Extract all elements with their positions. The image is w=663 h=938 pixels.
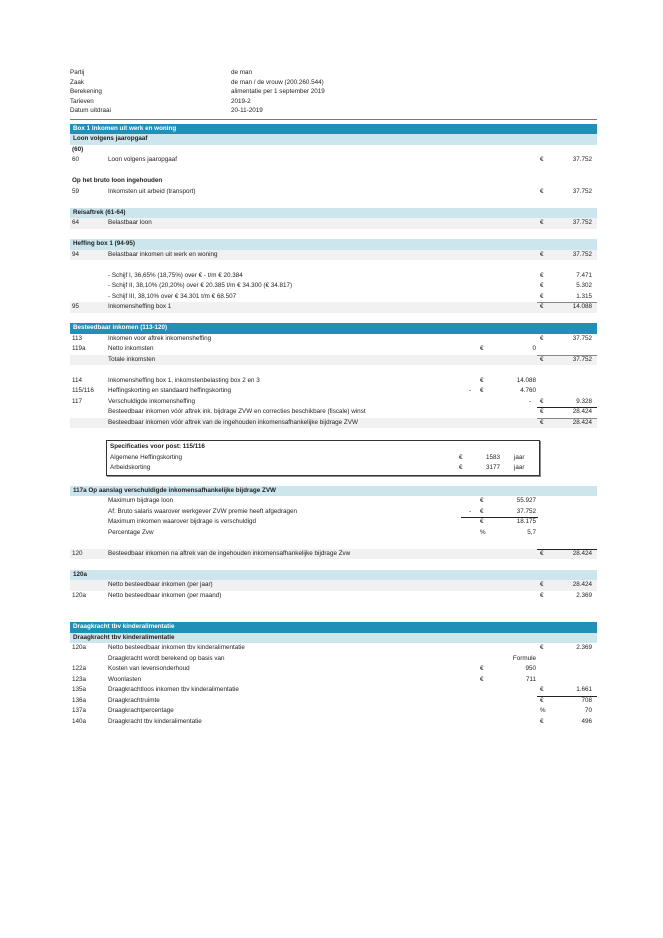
meta-value: de man bbox=[231, 69, 253, 76]
row-value: Formule bbox=[512, 654, 536, 662]
row-currency: € bbox=[540, 334, 544, 342]
row-code: 64 bbox=[72, 219, 80, 227]
row-desc: Inkomsten uit arbeid (transport) bbox=[108, 187, 196, 195]
row-114 bbox=[70, 376, 597, 387]
meta-tarieven bbox=[70, 97, 597, 107]
row-120 bbox=[70, 549, 597, 560]
row-59 bbox=[70, 187, 597, 198]
row-currency: € bbox=[540, 271, 544, 279]
loon-sub: (60) bbox=[72, 145, 84, 153]
report-meta bbox=[70, 68, 597, 120]
bruto-title-row bbox=[70, 176, 597, 187]
row-137a bbox=[70, 706, 597, 717]
row-voor-aftrek-1 bbox=[70, 407, 597, 418]
row-value: 70 bbox=[584, 707, 592, 715]
row-value: 37.752 bbox=[572, 156, 592, 164]
row-currency: € bbox=[480, 665, 484, 673]
meta-partij bbox=[70, 68, 597, 78]
subheader-120a: 120a bbox=[70, 570, 597, 581]
row-desc: - Schijf I, 36,65% (18,75%) over € - t/m € 20.384 bbox=[108, 271, 243, 279]
row-code: 94 bbox=[72, 250, 80, 258]
row-value: 55.927 bbox=[516, 497, 536, 505]
row-60 bbox=[70, 155, 597, 166]
row-value: 9.328 bbox=[576, 397, 592, 405]
row-122a bbox=[70, 664, 597, 675]
row-schijf-2 bbox=[70, 281, 597, 292]
row-value: 1.315 bbox=[576, 292, 592, 300]
meta-label: Zaak bbox=[70, 78, 84, 86]
row-desc: Verschuldigde inkomensheffing bbox=[108, 397, 196, 405]
row-120a bbox=[70, 643, 597, 654]
row-desc: Belastbaar inkomen uit werk en woning bbox=[108, 250, 218, 258]
zvw-row bbox=[70, 528, 597, 539]
row-value: 37.752 bbox=[572, 219, 592, 227]
row-value: 711 bbox=[525, 675, 536, 683]
specificaties-box bbox=[106, 440, 540, 476]
row-code: 115/116 bbox=[72, 387, 94, 395]
row-code: 119a bbox=[72, 345, 86, 353]
row-currency: € bbox=[540, 581, 544, 589]
row-value: 37.752 bbox=[572, 250, 592, 258]
row-desc: Draagkrachtloos inkomen tbv kinderalimentatie bbox=[108, 686, 239, 694]
row-value: 28.424 bbox=[572, 418, 592, 426]
row-currency: € bbox=[540, 156, 544, 164]
meta-value: alimentatie per 1 september 2019 bbox=[231, 88, 325, 96]
row-136a bbox=[70, 696, 597, 707]
row-desc: Loon volgens jaaropgaaf bbox=[108, 156, 177, 164]
row-currency: € bbox=[480, 376, 484, 384]
row-value: 37.752 bbox=[572, 334, 592, 342]
row-currency: € bbox=[540, 591, 544, 599]
row-code: 136a bbox=[72, 696, 87, 704]
row-currency: € bbox=[480, 497, 484, 505]
zvw-row bbox=[70, 517, 597, 528]
row-code: 117 bbox=[72, 397, 83, 405]
row-desc: Af: Bruto salaris waarover werkgever ZVW premie heeft afgedragen bbox=[108, 507, 297, 515]
row-currency: € bbox=[480, 675, 484, 683]
row-code: 122a bbox=[72, 665, 87, 673]
row-64 bbox=[70, 218, 597, 229]
row-value: 950 bbox=[525, 665, 536, 673]
loon-sub-row bbox=[70, 145, 597, 156]
report-page bbox=[70, 68, 597, 727]
row-currency: % bbox=[540, 707, 546, 715]
row-value: 28.424 bbox=[572, 581, 592, 589]
row-code: 123a bbox=[72, 675, 87, 683]
row-value: 14.088 bbox=[572, 303, 592, 311]
row-currency: € bbox=[540, 686, 544, 694]
row-desc: - Schijf III, 38,10% over € 34.301 t/m € 68.507 bbox=[108, 292, 237, 300]
spec-unit: jaar bbox=[514, 464, 525, 472]
row-currency: € bbox=[540, 644, 544, 652]
row-desc: Totale inkomsten bbox=[108, 355, 156, 363]
row-value: 496 bbox=[581, 717, 592, 725]
row-desc: Netto besteedbaar inkomen tbv kinderalimentatie bbox=[108, 644, 245, 652]
row-desc: Draagkracht tbv kinderalimentatie bbox=[108, 717, 202, 725]
row-value: 37.752 bbox=[516, 507, 536, 515]
row-code: 120a bbox=[72, 591, 87, 599]
row-currency: € bbox=[540, 187, 544, 195]
meta-value: de man / de vrouw (200.260.544) bbox=[231, 78, 324, 86]
row-currency: € bbox=[540, 418, 544, 426]
meta-value: 2019-2 bbox=[231, 97, 251, 105]
row-115-116 bbox=[70, 386, 597, 397]
row-currency: € bbox=[540, 717, 544, 725]
row-119a bbox=[70, 344, 597, 355]
row-schijf-3 bbox=[70, 292, 597, 303]
row-desc: Netto besteedbaar inkomen (per maand) bbox=[108, 591, 222, 599]
row-117 bbox=[70, 397, 597, 408]
row-currency: € bbox=[540, 397, 544, 405]
row-95 bbox=[70, 302, 597, 313]
row-desc: Kosten van levensonderhoud bbox=[108, 665, 190, 673]
row-currency: € bbox=[540, 355, 544, 363]
row-code: 95 bbox=[72, 303, 80, 311]
row-currency: € bbox=[540, 250, 544, 258]
row-desc: Inkomensheffing box 1, inkomstenbelasting box 2 en 3 bbox=[108, 376, 260, 384]
bruto-title: Op het bruto loon ingehouden bbox=[72, 177, 163, 185]
row-desc: Belastbaar loon bbox=[108, 219, 152, 227]
row-code: 113 bbox=[72, 334, 83, 342]
row-currency: € bbox=[540, 408, 544, 416]
row-value: 2.369 bbox=[576, 591, 592, 599]
spec-desc: Arbeidskorting bbox=[110, 464, 151, 472]
row-value: 1.661 bbox=[576, 686, 592, 694]
row-desc: Maximum bijdrage loon bbox=[108, 497, 174, 505]
row-sign: - bbox=[468, 507, 472, 515]
row-value: 0 bbox=[532, 345, 536, 353]
meta-label: Partij bbox=[70, 69, 85, 76]
row-value: 28.424 bbox=[572, 408, 592, 416]
meta-datum bbox=[70, 106, 597, 116]
row-value: 7.471 bbox=[576, 271, 592, 279]
row-94 bbox=[70, 250, 597, 261]
row-code: 114 bbox=[72, 376, 83, 384]
subheader-heffing: Heffing box 1 (94-95) bbox=[70, 239, 597, 250]
row-totaal bbox=[70, 355, 597, 366]
zvw-row bbox=[70, 496, 597, 507]
row-code: 140a bbox=[72, 717, 87, 725]
row-code: 137a bbox=[72, 707, 87, 715]
row-desc: Besteedbaar inkomen vóór aftrek van de ingehouden inkomensafhankelijke bijdrage ZVW bbox=[108, 418, 358, 426]
row-135a bbox=[70, 685, 597, 696]
row-voor-aftrek-2 bbox=[70, 418, 597, 429]
row-desc: Maximum inkomen waarover bijdrage is verschuldigd bbox=[108, 518, 257, 526]
netto-row bbox=[70, 591, 597, 602]
row-currency: € bbox=[540, 219, 544, 227]
spec-currency: € bbox=[459, 464, 463, 472]
row-140a bbox=[70, 717, 597, 728]
meta-label: Berekening bbox=[70, 88, 102, 96]
row-desc: Woonlasten bbox=[108, 675, 142, 683]
row-code: 120 bbox=[72, 549, 83, 557]
row-123a bbox=[70, 675, 597, 686]
subheader-reisaftrek: Reisaftrek (61-64) bbox=[70, 208, 597, 219]
row-sign: - bbox=[528, 397, 532, 405]
meta-label: Datum uitdraai bbox=[70, 107, 111, 115]
meta-value: 20-11-2019 bbox=[231, 107, 263, 115]
netto-row bbox=[70, 580, 597, 591]
spec-value: 3177 bbox=[485, 464, 500, 472]
row-113 bbox=[70, 334, 597, 345]
spec-unit: jaar bbox=[514, 453, 525, 461]
row-code bbox=[70, 580, 108, 591]
row-value: 4.760 bbox=[520, 387, 536, 395]
row-schijf-1 bbox=[70, 271, 597, 282]
row-value: 37.752 bbox=[572, 355, 592, 363]
spec-value: 1583 bbox=[485, 453, 500, 461]
meta-label: Tarieven bbox=[70, 97, 94, 105]
row-desc: Inkomen voor aftrek inkomensheffing bbox=[108, 334, 212, 342]
row-desc: Besteedbaar inkomen na aftrek van de ingehouden inkomensafhankelijke bijdrage Zvw bbox=[108, 549, 351, 557]
row-value: 5.302 bbox=[576, 282, 592, 290]
row-desc: Inkomensheffing box 1 bbox=[108, 303, 172, 311]
section-header-besteedbaar: Besteedbaar inkomen (113-120) bbox=[70, 323, 597, 334]
row-currency: € bbox=[480, 507, 484, 515]
row-desc: Besteedbaar inkomen vóór aftrek ink. bijdrage ZVW en correcties beschikbare (fiscale) winst bbox=[108, 408, 366, 416]
row-code: 60 bbox=[72, 156, 80, 164]
subheader-loon: Loon volgens jaaropgaaf bbox=[70, 134, 597, 145]
row-currency: € bbox=[480, 345, 484, 353]
row-desc: Heffingskorting en standaard heffingskorting bbox=[108, 387, 231, 395]
row-currency: € bbox=[480, 518, 484, 526]
section-header-box1: Box 1 Inkomen uit werk en woning bbox=[70, 124, 597, 135]
row-currency: € bbox=[540, 292, 544, 300]
spec-currency: € bbox=[459, 453, 463, 461]
row-desc: Draagkrachtpercentage bbox=[108, 707, 174, 715]
row-value: 5,7 bbox=[527, 528, 536, 536]
row-sign: - bbox=[468, 387, 472, 395]
row-desc: - Schijf II, 38,10% (20,20%) over € 20.385 t/m € 34.300 (€ 34.817) bbox=[108, 282, 293, 290]
row-value: 37.752 bbox=[572, 187, 592, 195]
meta-zaak bbox=[70, 78, 597, 88]
zvw-row bbox=[70, 507, 597, 518]
row-desc: Percentage Zvw bbox=[108, 528, 154, 536]
row-desc: Netto inkomsten bbox=[108, 345, 154, 353]
subheader-draagkracht: Draagkracht tbv kinderalimentatie bbox=[70, 633, 597, 644]
row-currency: € bbox=[540, 303, 544, 311]
row-value: 18.175 bbox=[516, 518, 536, 526]
spec-title: Specificaties voor post: 115/116 bbox=[110, 443, 205, 451]
row-code: 135a bbox=[72, 686, 87, 694]
row-desc: Netto besteedbaar inkomen (per jaar) bbox=[108, 581, 213, 589]
section-header-draagkracht: Draagkracht tbv kinderalimentatie bbox=[70, 622, 597, 633]
spec-row bbox=[110, 453, 536, 464]
row-code: 120a bbox=[72, 644, 87, 652]
row-currency: € bbox=[540, 549, 544, 557]
row-value: 14.088 bbox=[516, 376, 536, 384]
row-desc: Draagkracht wordt berekend op basis van bbox=[108, 654, 225, 662]
meta-berekening bbox=[70, 87, 597, 97]
row-currency: € bbox=[540, 282, 544, 290]
row-code: 59 bbox=[72, 187, 80, 195]
row-value: 2.369 bbox=[576, 644, 592, 652]
row-value: 28.424 bbox=[572, 549, 592, 557]
row-value: 708 bbox=[581, 696, 592, 704]
row-currency: % bbox=[480, 528, 486, 536]
row-desc: Draagkrachtruimte bbox=[108, 696, 160, 704]
spec-row bbox=[110, 463, 536, 474]
row-currency: € bbox=[540, 696, 544, 704]
row-basis bbox=[70, 654, 597, 665]
subheader-zvw: 117a Op aanslag verschuldigde inkomensafhankelijke bijdrage ZVW bbox=[70, 486, 597, 497]
spec-desc: Algemene Heffingskorting bbox=[110, 453, 182, 461]
row-currency: € bbox=[480, 387, 484, 395]
